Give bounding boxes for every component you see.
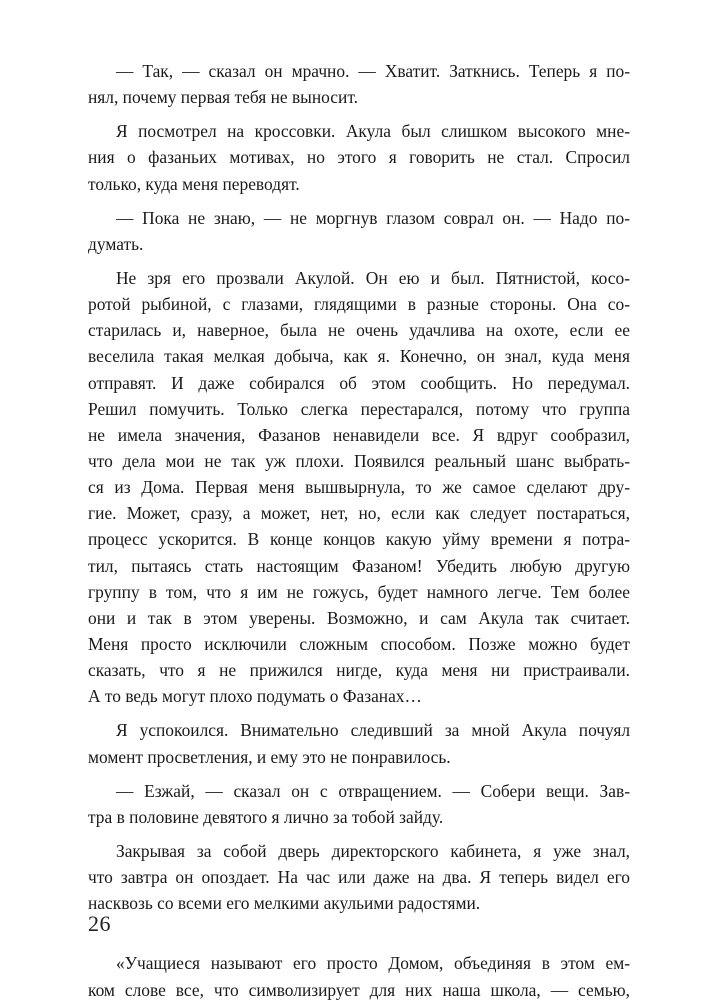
text-line: они и так в этом уверены. Возможно, и сам Акула так считает. xyxy=(88,607,630,628)
paragraph xyxy=(88,205,630,257)
text-line: — Так, — сказал он мрачно. — Хватит. Заткнись. Теперь я по- xyxy=(116,61,630,81)
paragraph xyxy=(88,58,630,110)
text-line: насквозь со всеми его мелкими акульими радостями. xyxy=(88,893,481,914)
text-line: ротой рыбиной, с глазами, глядящими в разные стороны. Она со- xyxy=(88,294,630,315)
text-line: — Езжай, — сказал он с отвращением. — Собери вещи. Зав- xyxy=(116,780,630,801)
text-line: Я посмотрел на кроссовки. Акула был слишком высокого мне- xyxy=(116,121,630,142)
text-line: тил, пытаясь стать настоящим Фазаном! Убедить любую другую xyxy=(88,555,630,576)
quote-paragraph xyxy=(88,950,630,1002)
text-line: гие. Может, сразу, а может, нет, но, если как следует постараться, xyxy=(88,503,630,524)
paragraph xyxy=(88,838,630,916)
text-line: момент просветления, и ему это не понравилось. xyxy=(88,746,451,767)
text-line: старилась и, наверное, была не очень удачлива на охоте, если ее xyxy=(88,320,630,341)
paragraph xyxy=(88,118,630,196)
quote-line: ком слове все, что символизирует для них наша школа, — семью, xyxy=(88,979,630,1000)
text-line: Не зря его прозвали Акулой. Он ею и был. Пятнистой, косо- xyxy=(116,267,630,288)
text-line: ния о фазаньих мотивах, но этого я говорить не стал. Спросил xyxy=(88,147,630,168)
text-line: ся из Дома. Первая меня вышвырнула, то же самое сделают дру- xyxy=(88,477,630,498)
text-line: отправят. И даже собирался об этом сообщить. Но передумал. xyxy=(88,372,630,393)
quote-line: «Учащиеся называют его просто Домом, объединяя в этом ем- xyxy=(116,953,630,974)
text-line: веселила такая мелкая добыча, как я. Конечно, он знал, куда меня xyxy=(88,346,630,367)
text-line: процесс ускорится. В конце концов какую уйму времени я потра- xyxy=(88,529,630,550)
paragraph xyxy=(88,717,630,769)
text-line: нял, почему первая тебя не выносит. xyxy=(88,87,358,108)
text-line: Закрывая за собой дверь директорского кабинета, я уже знал, xyxy=(116,840,630,861)
text-line: группу в том, что я им не гожусь, будет намного легче. Тем более xyxy=(88,581,630,602)
paragraph xyxy=(88,265,630,709)
text-line: что завтра он опоздает. На час или даже на два. Я теперь видел его xyxy=(88,867,630,888)
text-line: сказать, что я не прижился нигде, куда меня ни пристраивали. xyxy=(88,660,630,681)
text-line: — Пока не знаю, — не моргнув глазом соврал он. — Надо по- xyxy=(116,207,630,228)
text-line: Меня просто исключили сложным способом. Позже можно будет xyxy=(88,633,630,654)
text-line: думать. xyxy=(88,233,144,254)
paragraph xyxy=(88,778,630,830)
text-line: Решил помучить. Только слегка перестарался, потому что группа xyxy=(88,398,630,419)
text-line: не имела значения, Фазанов ненавидели все. Я вдруг сообразил, xyxy=(88,424,630,445)
body-text xyxy=(88,58,630,1003)
text-line: тра в половине девятого я лично за тобой зайду. xyxy=(88,806,444,827)
page-number: 26 xyxy=(88,911,111,936)
text-line: только, куда меня переводят. xyxy=(88,173,300,194)
text-line: А то ведь могут плохо подумать о Фазанах… xyxy=(88,686,422,707)
text-line: что дела мои не так уж плохи. Появился реальный шанс выбрать- xyxy=(88,450,630,471)
text-line: Я успокоился. Внимательно следивший за мной Акула почуял xyxy=(116,720,630,741)
